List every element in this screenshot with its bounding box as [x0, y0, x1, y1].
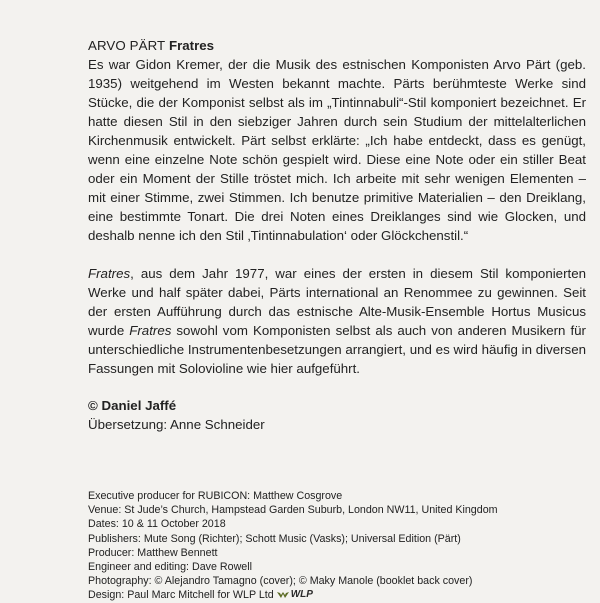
credit-engineer: Engineer and editing: Dave Rowell [88, 561, 252, 574]
page-title [88, 36, 586, 55]
credit-design-text: Design: Paul Marc Mitchell for WLP Ltd [88, 589, 274, 602]
wlp-logo-text: WLP [290, 589, 313, 601]
paragraph-2-text-a: , aus dem Jahr 1977, war eines der ersten in diesem Stil komponierten Werke und half später dabei, Pärts international an Renommee zu gewinnen. Seit der ersten Aufführung durch das estnische Alte-Musik-Ensemble Hortus Musicus wurde [88, 266, 586, 338]
credit-design [88, 588, 586, 602]
translator-credit: Übersetzung: Anne Schneider [88, 417, 265, 432]
work-title: Fratres [168, 38, 215, 53]
paragraph-2-text-b: sowohl vom Komponisten selbst als auch von anderen Musikern für unterschiedliche Instrumentenbesetzungen arrangiert, und es wird häufig in diversen Fassungen mit Solovioline wie hier aufgeführt. [88, 323, 586, 376]
wlp-logo [277, 588, 313, 602]
credit-publishers: Publishers: Mute Song (Richter); Schott Music (Vasks); Universal Edition (Pärt) [88, 532, 461, 545]
author-credit: © Daniel Jaffé [88, 398, 177, 413]
booklet-page [88, 36, 586, 603]
production-credits [88, 489, 586, 603]
credit-dates: Dates: 10 & 11 October 2018 [88, 518, 226, 531]
composer-name: ARVO PÄRT [88, 38, 166, 53]
credit-venue: Venue: St Jude’s Church, Hampstead Garden Suburb, London NW11, United Kingdom [88, 504, 498, 517]
work-title-italic: Fratres [129, 323, 172, 338]
work-title-italic: Fratres [88, 266, 131, 281]
credit-executive-producer: Executive producer for RUBICON: Matthew Cosgrove [88, 490, 343, 502]
paragraph-1: Es war Gidon Kremer, der die Musik des estnischen Komponisten Arvo Pärt (geb. 1935) weitgehend im Westen bekannt machte. Pärts berühmteste Werke sind Stücke, die der Komponist selbst als im „Tintinnabuli“-Stil komponiert bezeichnet. Er hatte diesen Stil in den siebziger Jahren durch sein Studium der mittelalterlichen Kirchenmusik entwickelt. Pärt selbst erklärte: „Ich habe entdeckt, dass es genügt, wenn eine einzelne Note schön gespielt wird. Diese eine Note oder ein stiller Beat oder ein Moment der Stille tröstet mich. Ich arbeite mit sehr wenigen Elementen – mit einer Stimme, zwei Stimmen. Ich benutze primitive Materialien – den Dreiklang, eine bestimmte Tonart. Die drei Noten eines Dreiklanges sind wie Glocken, und deshalb nenne ich den Stil ‚Tintinnabulation‘ oder Glöckchenstil.“ [88, 57, 586, 243]
wlp-bird-logo-icon [277, 591, 290, 600]
credit-photography: Photography: © Alejandro Tamagno (cover); © Maky Manole (booklet back cover) [88, 575, 473, 588]
paragraph-2 [88, 264, 586, 378]
credit-producer: Producer: Matthew Bennett [88, 546, 218, 559]
